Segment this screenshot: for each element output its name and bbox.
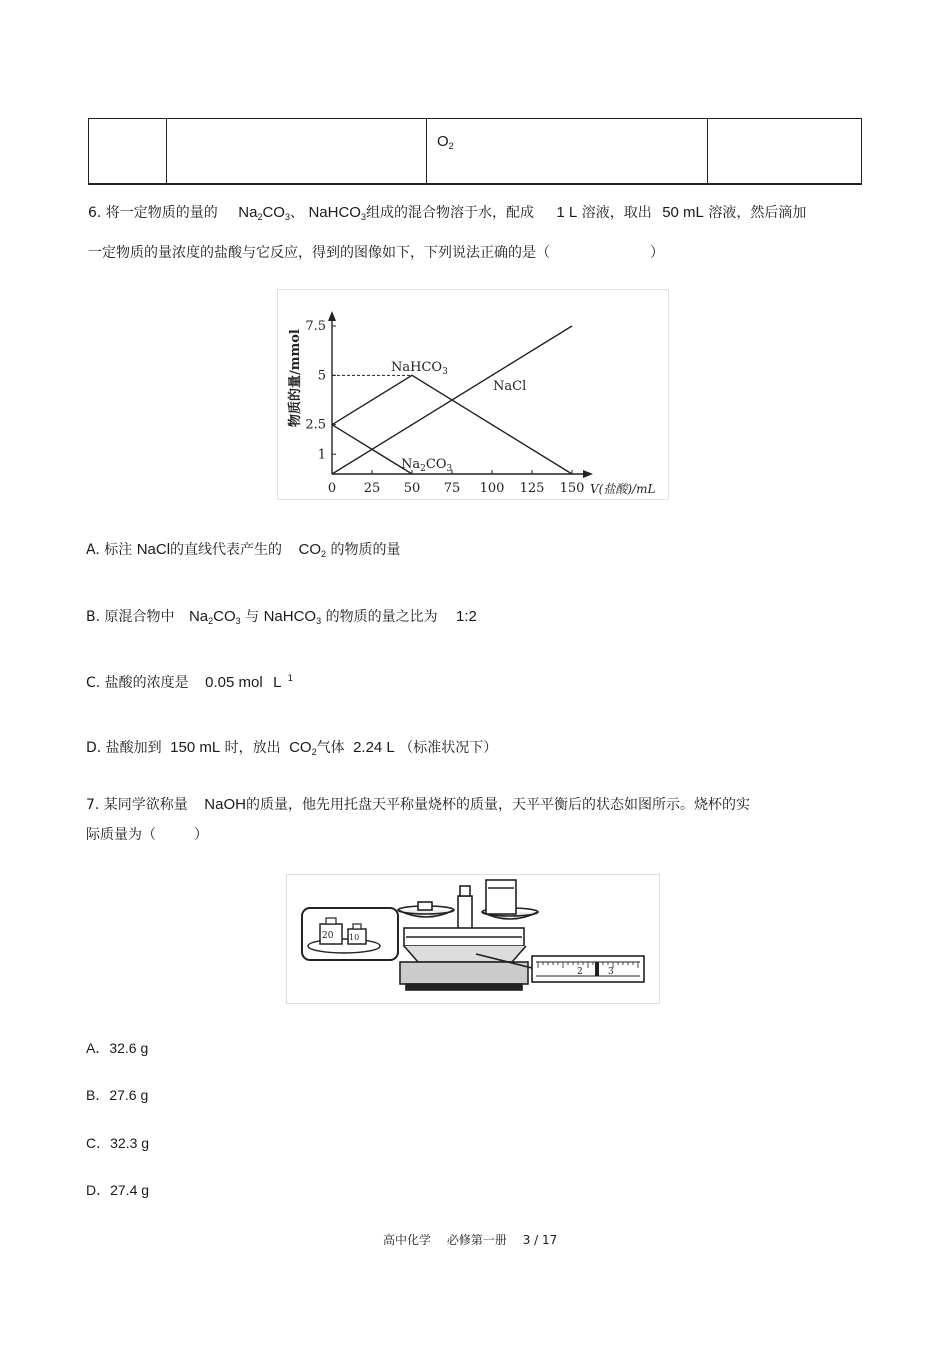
table-divider	[166, 119, 167, 183]
y-tick-label: 5	[317, 368, 326, 384]
svg-text:2: 2	[577, 967, 583, 977]
table-fragment	[88, 118, 862, 185]
y-axis-label: 物质的量/mmol	[288, 329, 303, 427]
svg-text:3: 3	[608, 967, 614, 977]
series-label-nahco3: NaHCO$_3$	[391, 360, 448, 377]
q7-option-b[interactable]: B．27.6 g	[86, 1087, 149, 1103]
x-tick-label: 25	[363, 481, 381, 496]
x-tick-label: 100	[479, 481, 505, 496]
svg-text:10: 10	[349, 933, 360, 942]
q7-option-d[interactable]: D．27.4 g	[86, 1182, 150, 1198]
x-axis-arrow	[583, 470, 593, 478]
rider	[595, 962, 599, 976]
q7-option-a[interactable]: A．32.6 g	[86, 1040, 149, 1056]
weights-inset	[302, 908, 398, 960]
table-divider	[707, 119, 708, 183]
page-footer	[383, 1231, 557, 1248]
reaction-chart	[277, 289, 669, 500]
question-7-line-1: 7. 某同学欲称量 NaOH的质量，他先用托盘天平称量烧杯的质量，天平平衡后的状态如图所示。烧杯的实	[86, 796, 750, 813]
question-7-line-2: 际质量为（ ）	[86, 827, 208, 843]
q6-option-d[interactable]: D. 盐酸加到 150 mL 时，放出 $CO_2$气体 2.24 L （标准状况下）	[86, 739, 498, 757]
q6-option-a[interactable]: A. 标注 NaCl的直线代表产生的 $CO_2$ 的物质的量	[86, 541, 401, 559]
series-label-na2co3: $Na_2CO_3$	[401, 457, 453, 474]
footer-volume: 必修第一册	[446, 1233, 507, 1247]
rider-scale-inset	[532, 956, 644, 982]
x-axis-label: V(盐酸)/mL	[590, 482, 656, 496]
chart-frame	[278, 290, 669, 500]
table-divider	[426, 119, 427, 183]
footer-page-number: 3 / 17	[522, 1233, 558, 1247]
y-axis-arrow	[328, 311, 336, 321]
x-tick-label: 150	[559, 481, 585, 496]
balance-body	[398, 880, 538, 990]
q6-option-c[interactable]: C. 盐酸的浓度是 0.05 mol L $^1$	[86, 674, 294, 691]
x-tick-label: 0	[327, 481, 337, 496]
footer-book: 高中化学	[383, 1233, 432, 1247]
y-tick-label: 7.5	[305, 319, 326, 334]
beaker	[486, 880, 516, 914]
q6-option-b[interactable]: B. 原混合物中 $Na_2CO_3$ 与 NaHCO$_3$ 的物质的量之比为 1:2	[86, 608, 477, 626]
q7-option-c[interactable]: C．32.3 g	[86, 1135, 150, 1151]
y-tick-label: 2.5	[305, 417, 326, 433]
x-tick-label: 125	[519, 481, 545, 496]
y-tick-label: 1	[317, 447, 326, 463]
table-cell-formula: $O_2$	[437, 133, 454, 151]
x-tick-label: 50	[403, 481, 421, 496]
series-line-nahco3	[332, 375, 572, 474]
series-label-nacl: NaCl	[493, 379, 527, 394]
svg-text:20: 20	[322, 931, 334, 941]
balance-illustration	[286, 874, 660, 1004]
x-tick-label: 75	[443, 481, 461, 496]
question-6-line-2: 一定物质的量浓度的盐酸与它反应，得到的图像如下，下列说法正确的是（ ）	[88, 245, 664, 261]
question-6-line-1: 6. 将一定物质的量的 $Na_2CO_3$、 NaHCO$_3$组成的混合物溶于水，配成 1 L 溶液，取出 50 mL 溶液，然后滴加	[88, 204, 807, 222]
